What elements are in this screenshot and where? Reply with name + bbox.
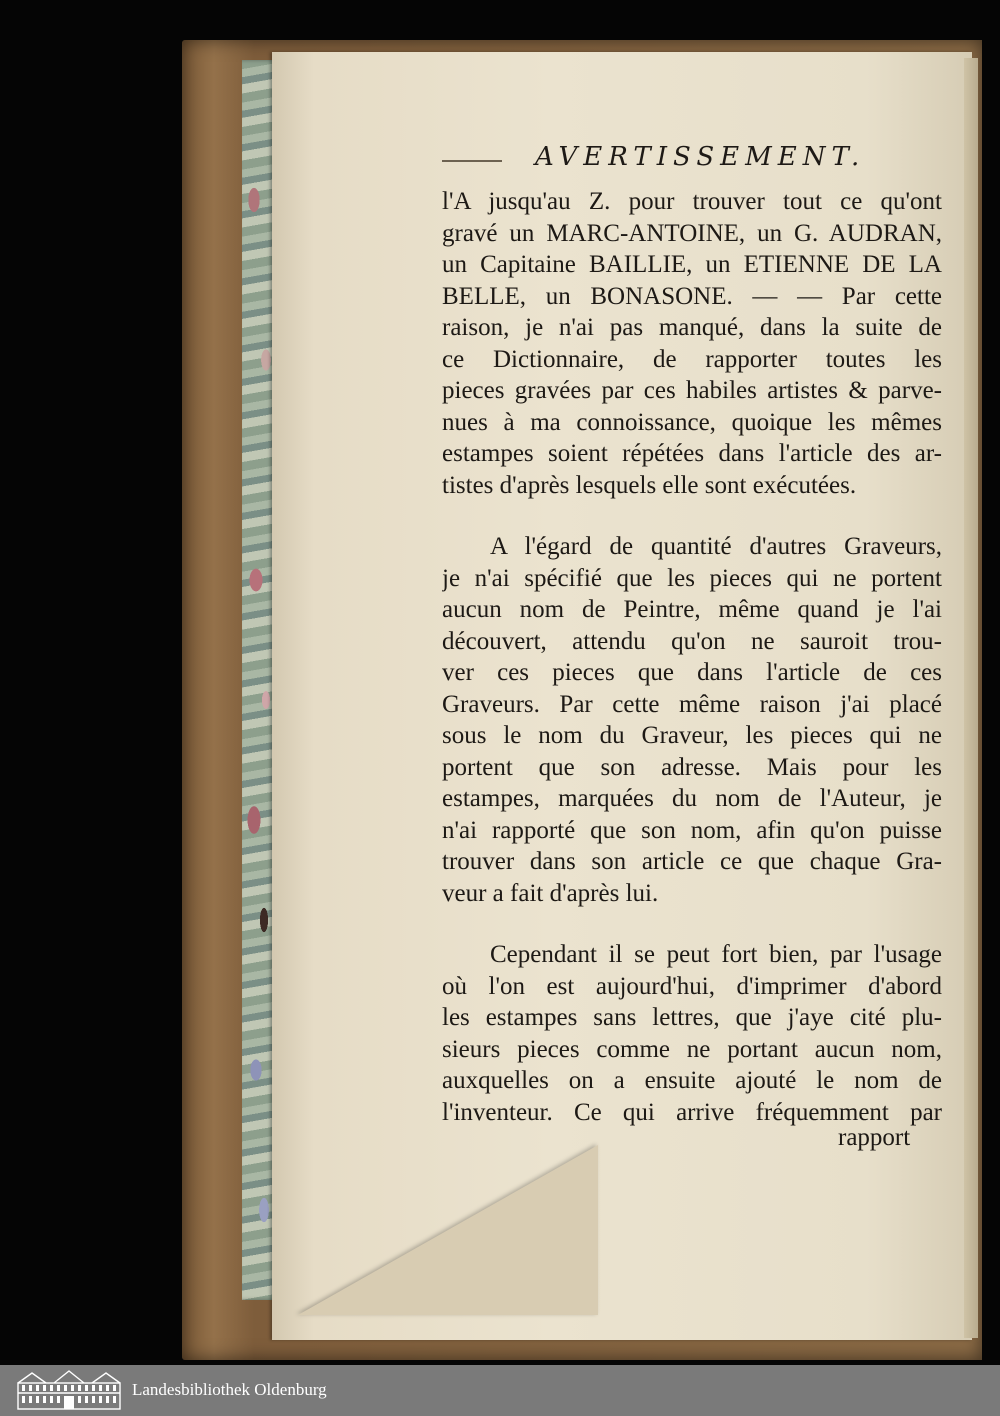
text-line: BELLE, un BONASONE. — — Par cette [442, 282, 942, 310]
text-line: un Capitaine BAILLIE, un ETIENNE DE LA [442, 251, 942, 278]
paragraph-1 [442, 186, 942, 501]
text-line: portent que son adresse. Mais pour les [442, 753, 942, 781]
text-line: pieces gravées par ces habiles artistes & parve- [442, 377, 942, 404]
text-line: aucun nom de Peintre, même quand je l'ai [442, 596, 942, 623]
running-head-title: AVERTISSEMENT. [535, 142, 866, 172]
text-line: trouver dans son article ce que chaque Gra- [442, 848, 942, 875]
text-line: ce Dictionnaire, de rapporter toutes les [442, 345, 942, 373]
text-line: auxquelles on a ensuite ajouté le nom de [442, 1067, 942, 1094]
text-line: ver ces pieces que dans l'article de ces [442, 659, 942, 686]
text-line: A l'égard de quantité d'autres Graveurs, [490, 533, 942, 560]
page-edge [964, 58, 978, 1338]
text-line: les estampes sans lettres, que j'aye cité plu- [442, 1004, 942, 1031]
text-line: tistes d'après lesquels elle sont exécutées. [442, 471, 857, 499]
text-line: n'ai rapporté que son nom, afin qu'on puisse [442, 816, 942, 844]
text-line: je n'ai spécifié que les pieces qui ne portent [442, 564, 942, 592]
text-line: découvert, attendu qu'on ne sauroit trou- [442, 627, 942, 655]
text-line: nues à ma connoissance, quoique les mêmes [442, 408, 942, 436]
text-line: estampes, marquées du nom de l'Auteur, je [442, 785, 942, 812]
text-line: veur a fait d'après lui. [442, 879, 659, 907]
catchword: rapport [838, 1124, 911, 1151]
text-line: estampes soient répétées dans l'article des ar- [442, 440, 942, 467]
folded-page-corner [298, 1145, 598, 1315]
paragraph-3 [442, 939, 942, 1128]
text-line: sieurs pieces comme ne portant aucun nom, [442, 1035, 942, 1063]
library-building-icon [16, 1369, 122, 1411]
body-text [442, 186, 942, 1128]
text-line: Graveurs. Par cette même raison j'ai placé [442, 690, 942, 718]
running-head [440, 140, 940, 180]
text-line: l'A jusqu'au Z. pour trouver tout ce qu'ont [442, 188, 942, 215]
paragraph-2 [442, 531, 942, 909]
text-line: sous le nom du Graveur, les pieces qui ne [442, 722, 942, 749]
text-line: gravé un MARC-ANTOINE, un G. AUDRAN, [442, 219, 942, 247]
text-line: où l'on est aujourd'hui, d'imprimer d'abord [442, 972, 942, 1000]
library-name: Landesbibliothek Oldenburg [132, 1380, 327, 1399]
text-line: l'inventeur. Ce qui arrive fréquemment par [442, 1098, 942, 1126]
footer-bar [0, 1365, 1000, 1416]
ornament-rule [442, 160, 502, 162]
text-line: Cependant il se peut fort bien, par l'usage [490, 941, 942, 968]
text-line: raison, je n'ai pas manqué, dans la suite de [442, 314, 942, 341]
